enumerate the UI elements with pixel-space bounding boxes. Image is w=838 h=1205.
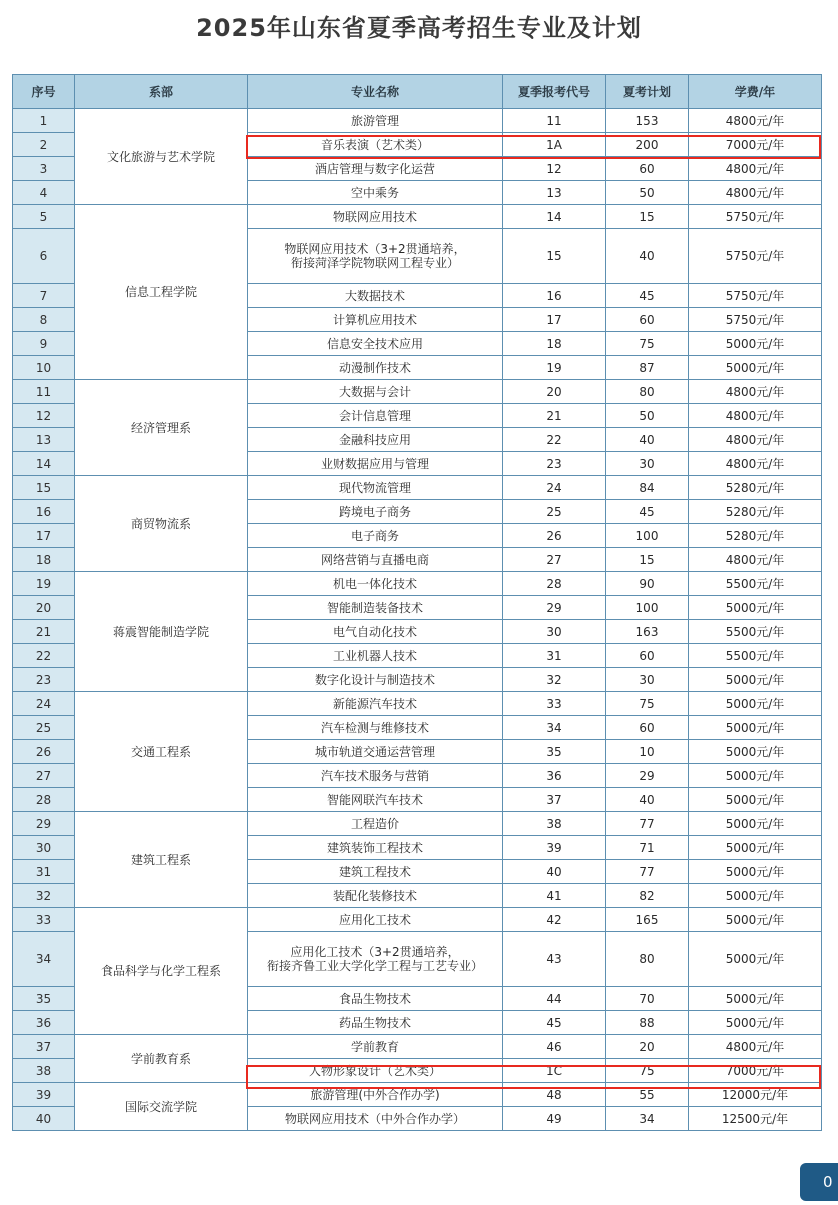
plan-cell: 15: [606, 548, 689, 572]
code-cell: 1A: [503, 133, 606, 157]
table-body: [13, 109, 822, 1131]
fee-cell: 4800元/年: [689, 157, 822, 181]
dept-cell: 建筑工程系: [75, 812, 248, 908]
code-cell: 12: [503, 157, 606, 181]
fee-cell: 4800元/年: [689, 1035, 822, 1059]
code-cell: 36: [503, 764, 606, 788]
header-seq: 序号: [13, 75, 75, 109]
plan-cell: 60: [606, 644, 689, 668]
fee-cell: 5750元/年: [689, 284, 822, 308]
fee-cell: 5000元/年: [689, 987, 822, 1011]
fee-cell: 4800元/年: [689, 404, 822, 428]
seq-cell: 12: [13, 404, 75, 428]
plan-cell: 30: [606, 452, 689, 476]
seq-cell: 15: [13, 476, 75, 500]
plan-cell: 75: [606, 1059, 689, 1083]
code-cell: 11: [503, 109, 606, 133]
major-cell: 机电一体化技术: [248, 572, 503, 596]
code-cell: 38: [503, 812, 606, 836]
seq-cell: 18: [13, 548, 75, 572]
seq-cell: 32: [13, 884, 75, 908]
seq-cell: 26: [13, 740, 75, 764]
major-cell: 应用化工技术（3+2贯通培养， 衔接齐鲁工业大学化学工程与工艺专业）: [248, 932, 503, 987]
major-cell: 计算机应用技术: [248, 308, 503, 332]
major-cell: 酒店管理与数字化运营: [248, 157, 503, 181]
plan-cell: 88: [606, 1011, 689, 1035]
major-cell: 新能源汽车技术: [248, 692, 503, 716]
fee-cell: 5500元/年: [689, 644, 822, 668]
seq-cell: 3: [13, 157, 75, 181]
header-fee: 学费/年: [689, 75, 822, 109]
table-row: [13, 572, 822, 596]
code-cell: 46: [503, 1035, 606, 1059]
plan-cell: 75: [606, 332, 689, 356]
table-row: [13, 476, 822, 500]
code-cell: 45: [503, 1011, 606, 1035]
dept-cell: 学前教育系: [75, 1035, 248, 1083]
code-cell: 21: [503, 404, 606, 428]
code-cell: 35: [503, 740, 606, 764]
fee-cell: 7000元/年: [689, 133, 822, 157]
fee-cell: 5280元/年: [689, 524, 822, 548]
plan-cell: 60: [606, 716, 689, 740]
code-cell: 31: [503, 644, 606, 668]
code-cell: 39: [503, 836, 606, 860]
dept-cell: 经济管理系: [75, 380, 248, 476]
fee-cell: 5000元/年: [689, 884, 822, 908]
fee-cell: 5000元/年: [689, 860, 822, 884]
code-cell: 29: [503, 596, 606, 620]
fee-cell: 5000元/年: [689, 932, 822, 987]
code-cell: 26: [503, 524, 606, 548]
dept-cell: 食品科学与化学工程系: [75, 908, 248, 1035]
code-cell: 27: [503, 548, 606, 572]
major-cell: 装配化装修技术: [248, 884, 503, 908]
fee-cell: 5000元/年: [689, 812, 822, 836]
major-cell: 食品生物技术: [248, 987, 503, 1011]
plan-cell: 71: [606, 836, 689, 860]
code-cell: 49: [503, 1107, 606, 1131]
major-cell: 数字化设计与制造技术: [248, 668, 503, 692]
major-cell: 药品生物技术: [248, 1011, 503, 1035]
fee-cell: 5000元/年: [689, 716, 822, 740]
seq-cell: 1: [13, 109, 75, 133]
enrollment-table: [12, 74, 822, 1131]
major-cell: 大数据技术: [248, 284, 503, 308]
table-row: [13, 380, 822, 404]
plan-cell: 45: [606, 500, 689, 524]
plan-cell: 87: [606, 356, 689, 380]
fee-cell: 5500元/年: [689, 572, 822, 596]
plan-cell: 163: [606, 620, 689, 644]
plan-cell: 90: [606, 572, 689, 596]
major-cell: 物联网应用技术（3+2贯通培养， 衔接菏泽学院物联网工程专业）: [248, 229, 503, 284]
seq-cell: 40: [13, 1107, 75, 1131]
major-cell: 工程造价: [248, 812, 503, 836]
plan-cell: 84: [606, 476, 689, 500]
major-cell: 现代物流管理: [248, 476, 503, 500]
code-cell: 44: [503, 987, 606, 1011]
code-cell: 48: [503, 1083, 606, 1107]
plan-cell: 55: [606, 1083, 689, 1107]
seq-cell: 20: [13, 596, 75, 620]
plan-cell: 40: [606, 229, 689, 284]
code-cell: 43: [503, 932, 606, 987]
code-cell: 28: [503, 572, 606, 596]
seq-cell: 11: [13, 380, 75, 404]
major-cell: 电子商务: [248, 524, 503, 548]
seq-cell: 16: [13, 500, 75, 524]
major-cell: 物联网应用技术: [248, 205, 503, 229]
seq-cell: 21: [13, 620, 75, 644]
major-cell: 旅游管理(中外合作办学): [248, 1083, 503, 1107]
plan-cell: 80: [606, 380, 689, 404]
seq-cell: 13: [13, 428, 75, 452]
fee-cell: 5750元/年: [689, 229, 822, 284]
fee-cell: 5500元/年: [689, 620, 822, 644]
plan-cell: 70: [606, 987, 689, 1011]
dept-cell: 交通工程系: [75, 692, 248, 812]
seq-cell: 7: [13, 284, 75, 308]
code-cell: 14: [503, 205, 606, 229]
major-cell: 空中乘务: [248, 181, 503, 205]
page-badge: 0: [800, 1163, 838, 1201]
major-cell: 业财数据应用与管理: [248, 452, 503, 476]
plan-cell: 40: [606, 428, 689, 452]
plan-cell: 50: [606, 181, 689, 205]
fee-cell: 12500元/年: [689, 1107, 822, 1131]
plan-cell: 45: [606, 284, 689, 308]
major-cell: 智能网联汽车技术: [248, 788, 503, 812]
major-cell: 动漫制作技术: [248, 356, 503, 380]
fee-cell: 5280元/年: [689, 500, 822, 524]
seq-cell: 5: [13, 205, 75, 229]
seq-cell: 10: [13, 356, 75, 380]
fee-cell: 5000元/年: [689, 764, 822, 788]
major-cell: 汽车检测与维修技术: [248, 716, 503, 740]
major-cell: 建筑工程技术: [248, 860, 503, 884]
major-cell: 学前教育: [248, 1035, 503, 1059]
major-cell: 跨境电子商务: [248, 500, 503, 524]
plan-cell: 60: [606, 308, 689, 332]
code-cell: 30: [503, 620, 606, 644]
plan-cell: 10: [606, 740, 689, 764]
code-cell: 23: [503, 452, 606, 476]
code-cell: 42: [503, 908, 606, 932]
code-cell: 19: [503, 356, 606, 380]
plan-cell: 80: [606, 932, 689, 987]
code-cell: 25: [503, 500, 606, 524]
fee-cell: 4800元/年: [689, 380, 822, 404]
major-cell: 电气自动化技术: [248, 620, 503, 644]
fee-cell: 5000元/年: [689, 1011, 822, 1035]
major-cell: 建筑装饰工程技术: [248, 836, 503, 860]
table-row: [13, 908, 822, 932]
major-cell: 金融科技应用: [248, 428, 503, 452]
plan-cell: 30: [606, 668, 689, 692]
plan-cell: 100: [606, 596, 689, 620]
code-cell: 40: [503, 860, 606, 884]
code-cell: 41: [503, 884, 606, 908]
code-cell: 24: [503, 476, 606, 500]
seq-cell: 22: [13, 644, 75, 668]
table-row: [13, 692, 822, 716]
plan-cell: 75: [606, 692, 689, 716]
header-dept: 系部: [75, 75, 248, 109]
table-row: [13, 812, 822, 836]
major-cell: 大数据与会计: [248, 380, 503, 404]
dept-cell: 商贸物流系: [75, 476, 248, 572]
fee-cell: 5000元/年: [689, 356, 822, 380]
fee-cell: 12000元/年: [689, 1083, 822, 1107]
plan-cell: 20: [606, 1035, 689, 1059]
plan-cell: 40: [606, 788, 689, 812]
major-cell: 应用化工技术: [248, 908, 503, 932]
seq-cell: 30: [13, 836, 75, 860]
major-cell: 信息安全技术应用: [248, 332, 503, 356]
seq-cell: 29: [13, 812, 75, 836]
plan-cell: 50: [606, 404, 689, 428]
fee-cell: 7000元/年: [689, 1059, 822, 1083]
seq-cell: 6: [13, 229, 75, 284]
fee-cell: 4800元/年: [689, 109, 822, 133]
fee-cell: 5000元/年: [689, 596, 822, 620]
seq-cell: 28: [13, 788, 75, 812]
table-header-row: [13, 75, 822, 109]
fee-cell: 5000元/年: [689, 908, 822, 932]
seq-cell: 31: [13, 860, 75, 884]
code-cell: 1C: [503, 1059, 606, 1083]
plan-cell: 200: [606, 133, 689, 157]
code-cell: 17: [503, 308, 606, 332]
seq-cell: 33: [13, 908, 75, 932]
plan-cell: 34: [606, 1107, 689, 1131]
header-major: 专业名称: [248, 75, 503, 109]
fee-cell: 5000元/年: [689, 332, 822, 356]
major-cell: 城市轨道交通运营管理: [248, 740, 503, 764]
seq-cell: 8: [13, 308, 75, 332]
dept-cell: 蒋震智能制造学院: [75, 572, 248, 692]
major-cell: 会计信息管理: [248, 404, 503, 428]
major-cell: 旅游管理: [248, 109, 503, 133]
code-cell: 15: [503, 229, 606, 284]
plan-cell: 29: [606, 764, 689, 788]
plan-cell: 82: [606, 884, 689, 908]
major-cell: 音乐表演（艺术类）: [248, 133, 503, 157]
plan-cell: 77: [606, 812, 689, 836]
plan-cell: 153: [606, 109, 689, 133]
seq-cell: 2: [13, 133, 75, 157]
fee-cell: 5000元/年: [689, 692, 822, 716]
highlight-box-music-performance: [246, 135, 821, 159]
code-cell: 34: [503, 716, 606, 740]
code-cell: 33: [503, 692, 606, 716]
major-cell: 工业机器人技术: [248, 644, 503, 668]
seq-cell: 4: [13, 181, 75, 205]
dept-cell: 文化旅游与艺术学院: [75, 109, 248, 205]
seq-cell: 23: [13, 668, 75, 692]
major-cell: 智能制造装备技术: [248, 596, 503, 620]
major-cell: 物联网应用技术（中外合作办学）: [248, 1107, 503, 1131]
plan-cell: 77: [606, 860, 689, 884]
seq-cell: 25: [13, 716, 75, 740]
fee-cell: 5750元/年: [689, 308, 822, 332]
seq-cell: 38: [13, 1059, 75, 1083]
table-row: [13, 109, 822, 133]
code-cell: 22: [503, 428, 606, 452]
fee-cell: 5000元/年: [689, 668, 822, 692]
code-cell: 18: [503, 332, 606, 356]
table-row: [13, 205, 822, 229]
highlight-box-image-design: [246, 1065, 821, 1089]
fee-cell: 4800元/年: [689, 548, 822, 572]
fee-cell: 5000元/年: [689, 788, 822, 812]
seq-cell: 39: [13, 1083, 75, 1107]
seq-cell: 17: [13, 524, 75, 548]
major-cell: 人物形象设计（艺术类）: [248, 1059, 503, 1083]
code-cell: 13: [503, 181, 606, 205]
major-cell: 网络营销与直播电商: [248, 548, 503, 572]
plan-cell: 15: [606, 205, 689, 229]
dept-cell: 国际交流学院: [75, 1083, 248, 1131]
code-cell: 20: [503, 380, 606, 404]
header-plan: 夏考计划: [606, 75, 689, 109]
seq-cell: 14: [13, 452, 75, 476]
code-cell: 16: [503, 284, 606, 308]
seq-cell: 34: [13, 932, 75, 987]
dept-cell: 信息工程学院: [75, 205, 248, 380]
fee-cell: 4800元/年: [689, 428, 822, 452]
seq-cell: 24: [13, 692, 75, 716]
major-cell: 汽车技术服务与营销: [248, 764, 503, 788]
plan-cell: 60: [606, 157, 689, 181]
seq-cell: 36: [13, 1011, 75, 1035]
page-title: 2025年山东省夏季高考招生专业及计划: [196, 14, 642, 42]
seq-cell: 19: [13, 572, 75, 596]
seq-cell: 9: [13, 332, 75, 356]
fee-cell: 4800元/年: [689, 452, 822, 476]
code-cell: 37: [503, 788, 606, 812]
code-cell: 32: [503, 668, 606, 692]
fee-cell: 5280元/年: [689, 476, 822, 500]
fee-cell: 4800元/年: [689, 181, 822, 205]
fee-cell: 5750元/年: [689, 205, 822, 229]
header-code: 夏季报考代号: [503, 75, 606, 109]
plan-cell: 100: [606, 524, 689, 548]
fee-cell: 5000元/年: [689, 836, 822, 860]
table-row: [13, 1035, 822, 1059]
seq-cell: 37: [13, 1035, 75, 1059]
plan-cell: 165: [606, 908, 689, 932]
seq-cell: 35: [13, 987, 75, 1011]
fee-cell: 5000元/年: [689, 740, 822, 764]
seq-cell: 27: [13, 764, 75, 788]
